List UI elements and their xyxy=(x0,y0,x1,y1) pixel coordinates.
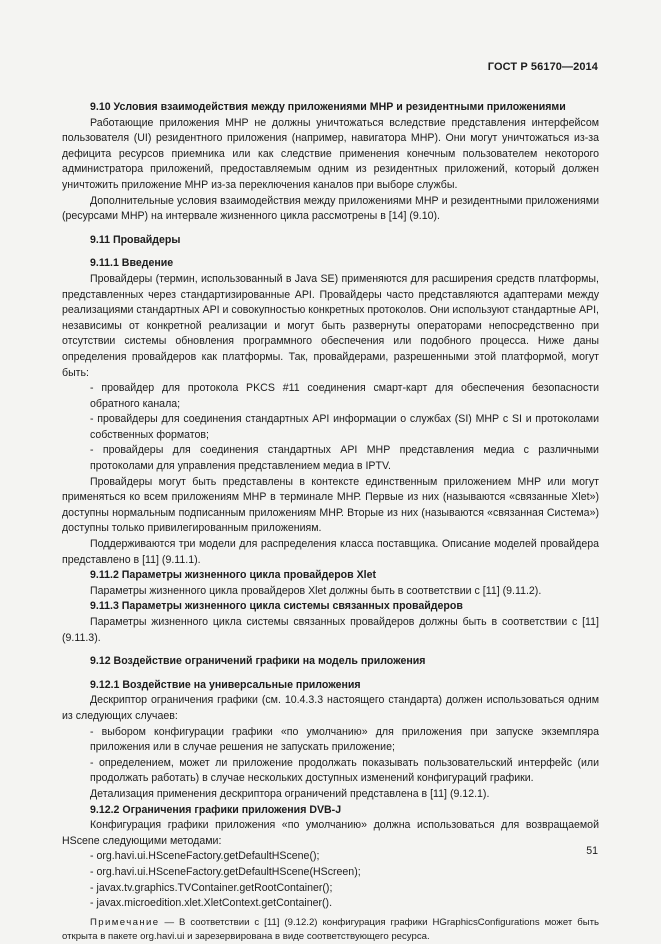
paragraph: Провайдеры могут быть представлены в контексте единственным приложением МНР или могут применяться ко всем приложениям МНР в терминале МНР. Первые из них (называются «связанные Xlet») доступны нормальным подписанным приложениям МНР. Вторые из них (называются «связанная Система») доступны только привилегированным приложениям. xyxy=(62,475,599,535)
section-heading: 9.12.1 Воздействие на универсальные приложения xyxy=(90,678,361,691)
section-heading: 9.12 Воздействие ограничений графики на модель приложения xyxy=(90,655,426,668)
list-item: - org.havi.ui.HSceneFactory.getDefaultHScene(HScreen); xyxy=(62,865,599,881)
paragraph: Дополнительные условия взаимодействия между приложениями МНР и резидентными приложениями (ресурсами МНР) на интервале жизненного цикла рассмотрены в [14] (9.10). xyxy=(62,194,599,223)
list-item: - провайдеры для соединения стандартных API информации о службах (SI) МНР с SI и протоколами собственных форматов; xyxy=(62,412,599,443)
document-id: ГОСТ Р 56170—2014 xyxy=(487,61,598,73)
note-label: Примечание xyxy=(90,916,160,928)
section-heading: 9.12.2 Ограничения графики приложения DVB-J xyxy=(90,803,342,816)
paragraph: Провайдеры (термин, использованный в Java SE) применяются для расширения средств платформы, представленных через стандартизированные API. Провайдеры часто представляются адаптерами между реализациями стандартных API и совокупностью конкретных протоколов. Они используют стандартные API, независимы от конкретной реализации и могут быть развернуты операторами непосредственно при отсутствии системы обновления программного обеспечения или подобного процесса. Ниже даны определения провайдеров как платформы. Так, провайдерами, разрешенными этой платформой, могут быть: xyxy=(62,272,599,379)
document-body xyxy=(62,92,599,944)
list-item: - провайдер для протокола PKCS #11 соединения смарт-карт для обеспечения безопасности обратного канала; xyxy=(62,381,599,412)
page-number: 51 xyxy=(586,845,598,857)
section-heading: 9.10 Условия взаимодействия между приложениями МНР и резидентными приложениями xyxy=(90,101,566,113)
section-heading: 9.11.3 Параметры жизненного цикла системы связанных провайдеров xyxy=(90,600,463,613)
list-item: - org.havi.ui.HSceneFactory.getDefaultHScene(); xyxy=(62,849,599,865)
list-item: - выбором конфигурации графики «по умолчанию» для приложения при запуске экземпляра приложения или в случае решения не запускать приложение; xyxy=(62,725,599,756)
note-text: В соответствии с [11] (9.12.2) конфигурация графики HGraphicsConfigurations может быть открыта в пакете org.havi.ui и зарезервирована в виде соответствующего ресурса. xyxy=(62,916,599,942)
list-item: - определением, может ли приложение продолжать показывать пользовательский интерфейс (или продолжать работать) в случае нескольких доступных изменений конфигураций графики. xyxy=(62,756,599,787)
section-heading: 9.11.1 Введение xyxy=(90,257,174,270)
paragraph: Работающие приложения МНР не должны уничтожаться вследствие представления интерфейсом пользователя (UI) резидентного приложения (например, навигатора МНР). Они могут уничтожаться из-за дефицита ресурсов приемника или как следствие применения конечным пользователем некоторого администратора приложений, предоставляемым одним из резидентных приложений, который должен уничтожить приложение МНР из-за переключения каналов при выборе службы. xyxy=(62,116,599,191)
section-heading: 9.11.2 Параметры жизненного цикла провайдеров Xlet xyxy=(90,569,377,582)
paragraph: Поддерживаются три модели для распределения класса поставщика. Описание моделей провайдера представлено в [11] (9.11.1). xyxy=(62,538,599,566)
note-dash: — xyxy=(159,916,180,928)
list-item: - провайдеры для соединения стандартных API МНР представления медиа с различными протоколами для управления представлением медиа в IPTV. xyxy=(62,443,599,474)
list-item: - javax.microedition.xlet.XletContext.getContainer(). xyxy=(62,896,599,912)
note xyxy=(62,916,599,944)
paragraph: Конфигурация графики приложения «по умолчанию» должна использоваться для возвращаемой HScene следующими методами: xyxy=(62,819,599,847)
paragraph: Параметры жизненного цикла провайдеров Xlet должны быть в соответствии с [11] (9.11.2). xyxy=(90,584,542,597)
list-item: - javax.tv.graphics.TVContainer.getRootContainer(); xyxy=(62,881,599,897)
paragraph: Детализация применения дескриптора ограничений представлена в [11] (9.12.1). xyxy=(90,787,490,800)
section-heading: 9.11 Провайдеры xyxy=(90,233,181,246)
paragraph: Дескриптор ограничения графики (см. 10.4.3.3 настоящего стандарта) должен использоваться одним из следующих случаев: xyxy=(62,694,599,722)
paragraph: Параметры жизненного цикла системы связанных провайдеров должны быть в соответствии с [11] (9.11.3). xyxy=(62,616,599,644)
